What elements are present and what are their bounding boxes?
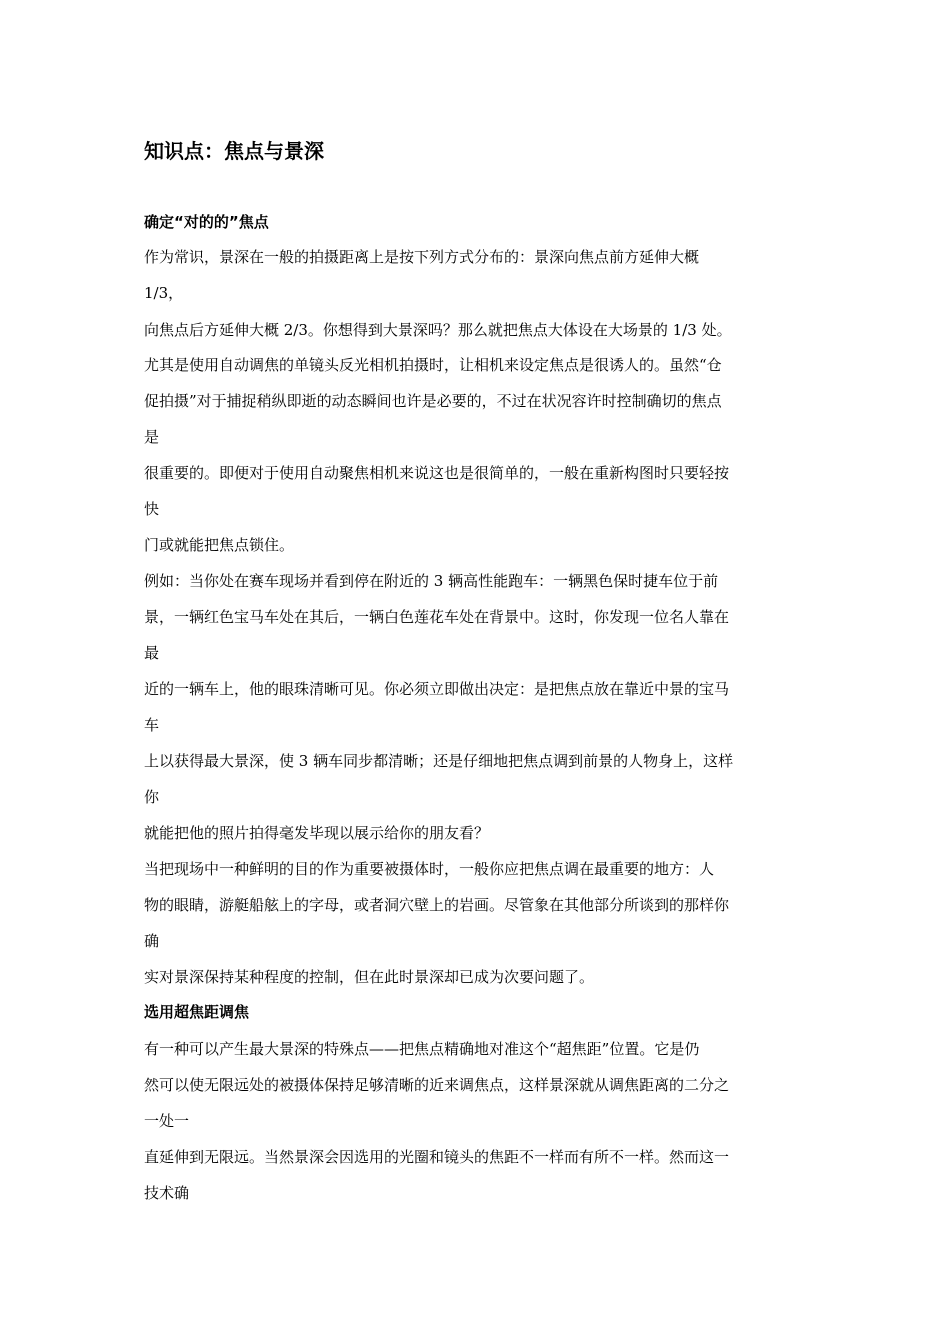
- body-line: 实对景深保持某种程度的控制，但在此时景深却已成为次要问题了。: [144, 968, 595, 986]
- body-line: 物的眼睛，游艇船舷上的字母，或者洞穴壁上的岩画。尽管象在其他部分所谈到的那样你: [144, 896, 730, 914]
- section-heading: 确定“对的的”焦点: [144, 213, 269, 231]
- body-line: 例如：当你处在赛车现场并看到停在附近的 3 辆高性能跑车：一辆黑色保时捷车位于前: [144, 572, 719, 590]
- body-line: 技术确: [144, 1184, 190, 1202]
- body-line: 景，一辆红色宝马车处在其后，一辆白色莲花车处在背景中。这时，你发现一位名人靠在: [144, 608, 730, 626]
- body-line: 车: [144, 716, 160, 734]
- body-line: 最: [144, 644, 160, 662]
- body-line: 你: [144, 788, 160, 806]
- body-line: 促拍摄”对于捕捉稍纵即逝的动态瞬间也许是必要的，不过在状况容许时控制确切的焦点: [144, 392, 722, 410]
- body-line: 直延伸到无限远。当然景深会因选用的光圈和镜头的焦距不一样而有所不一样。然而这一: [144, 1148, 730, 1166]
- page-title: 知识点：焦点与景深: [144, 139, 324, 163]
- body-line: 尤其是使用自动调焦的单镜头反光相机拍摄时，让相机来设定焦点是很诱人的。虽然“仓: [144, 356, 722, 374]
- body-line: 门或就能把焦点锁住。: [144, 536, 295, 554]
- body-line: 当把现场中一种鲜明的目的作为重要被摄体时，一般你应把焦点调在最重要的地方：人: [144, 860, 715, 878]
- body-line: 很重要的。即便对于使用自动聚焦相机来说这也是很简单的，一般在重新构图时只要轻按: [144, 464, 730, 482]
- body-line: 快: [144, 500, 160, 518]
- body-line: 有一种可以产生最大景深的特殊点——把焦点精确地对准这个“超焦距”位置。它是仍: [144, 1040, 700, 1058]
- body-line: 向焦点后方延伸大概 2/3。你想得到大景深吗？那么就把焦点大体设在大场景的 1/3 处。: [144, 321, 732, 339]
- body-line: 是: [144, 428, 160, 446]
- body-line: 作为常识，景深在一般的拍摄距离上是按下列方式分布的：景深向焦点前方延伸大概: [144, 248, 700, 266]
- body-line: 上以获得最大景深，使 3 辆车同步都清晰；还是仔细地把焦点调到前景的人物身上，这样: [144, 752, 734, 770]
- body-line: 1/3，: [144, 284, 184, 302]
- body-line: 然可以使无限远处的被摄体保持足够清晰的近来调焦点，这样景深就从调焦距离的二分之: [144, 1076, 730, 1094]
- body-line: 近的一辆车上，他的眼珠清晰可见。你必须立即做出决定：是把焦点放在靠近中景的宝马: [144, 680, 730, 698]
- section-heading: 选用超焦距调焦: [144, 1003, 250, 1021]
- body-line: 就能把他的照片拍得毫发毕现以展示给你的朋友看？: [144, 824, 490, 842]
- body-line: 确: [144, 932, 160, 950]
- body-line: 一处一: [144, 1112, 190, 1130]
